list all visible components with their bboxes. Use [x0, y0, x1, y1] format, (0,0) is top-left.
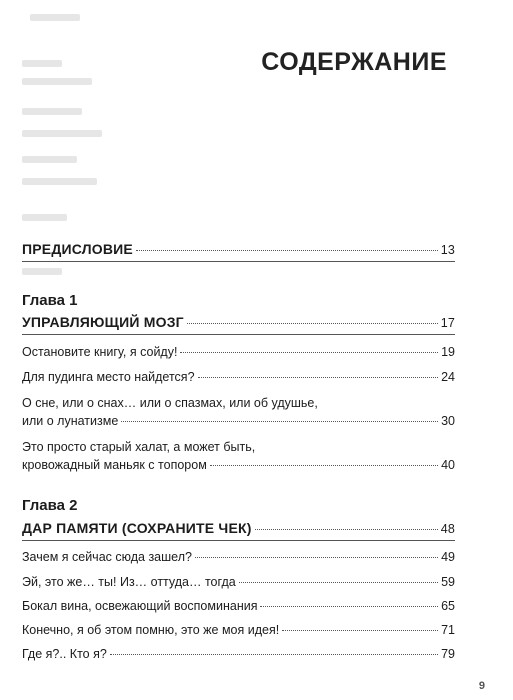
toc-entry[interactable] [22, 438, 455, 474]
toc-entry[interactable] [22, 343, 455, 361]
dot-leader [121, 421, 438, 422]
toc-entry-title-cont: кровожадный маньяк с топором [22, 458, 207, 472]
toc-page-number: 79 [441, 647, 455, 661]
toc-entry-title: Зачем я сейчас сюда зашел? [22, 550, 192, 564]
toc-entry[interactable] [22, 573, 455, 591]
toc-entry-title: Это просто старый халат, а может быть, [22, 440, 256, 454]
toc-entry[interactable] [22, 394, 455, 430]
page-number: 9 [478, 680, 485, 692]
toc-entry-title: Для пудинга место найдется? [22, 370, 195, 384]
toc-entry[interactable] [22, 548, 455, 566]
chapter-label: Глава 1 [22, 292, 78, 309]
toc-entry-title: О сне, или о снах… или о спазмах, или об удушье, [22, 396, 318, 410]
chapter-label: Глава 2 [22, 497, 78, 514]
toc-entry-title: УПРАВЛЯЮЩИЙ МОЗГ [22, 314, 184, 330]
page-title: СОДЕРЖАНИЕ [261, 48, 447, 76]
dot-leader [282, 630, 438, 631]
toc-entry[interactable] [22, 368, 455, 386]
toc-entry[interactable] [22, 645, 455, 663]
toc-page-number: 59 [441, 575, 455, 589]
toc-page-number: 19 [441, 345, 455, 359]
toc-page-number: 71 [441, 623, 455, 637]
dot-leader [260, 606, 438, 607]
toc-entry-title-cont: или о лунатизме [22, 414, 119, 428]
dot-leader [110, 654, 438, 655]
toc-entry-title: Эй, это же… ты! Из… оттуда… тогда [22, 575, 236, 589]
dot-leader [187, 323, 438, 324]
toc-page-number: 65 [441, 599, 455, 613]
divider [22, 334, 455, 335]
divider [22, 540, 455, 541]
toc-page-number: 24 [441, 370, 455, 384]
toc-page-number: 17 [440, 316, 455, 330]
toc-page-number: 30 [441, 414, 455, 428]
toc-page-number: 48 [440, 522, 455, 536]
dot-leader [195, 557, 438, 558]
toc-entry-title: Конечно, я об этом помню, это же моя идея! [22, 623, 280, 637]
toc-entry-title: Где я?.. Кто я? [22, 647, 107, 661]
toc-entry-title: Остановите книгу, я сойду! [22, 345, 178, 359]
toc-page-number: 13 [440, 243, 455, 257]
toc-page-number: 40 [441, 458, 455, 472]
toc-entry[interactable] [22, 621, 455, 639]
toc-entry-title: Бокал вина, освежающий воспоминания [22, 599, 258, 613]
toc-entry-chapter2[interactable] [22, 519, 455, 538]
divider [22, 261, 455, 262]
toc-entry-title: ДАР ПАМЯТИ (СОХРАНИТЕ ЧЕК) [22, 520, 252, 536]
dot-leader [136, 250, 438, 251]
dot-leader [198, 377, 439, 378]
toc-page-number: 49 [441, 550, 455, 564]
dot-leader [255, 529, 438, 530]
toc-entry-preface[interactable] [22, 240, 455, 259]
dot-leader [180, 352, 438, 353]
dot-leader [239, 582, 438, 583]
toc-entry[interactable] [22, 597, 455, 615]
show-through-text [0, 0, 150, 320]
toc-entry-chapter1[interactable] [22, 313, 455, 332]
dot-leader [210, 465, 438, 466]
toc-entry-title: ПРЕДИСЛОВИЕ [22, 241, 133, 257]
